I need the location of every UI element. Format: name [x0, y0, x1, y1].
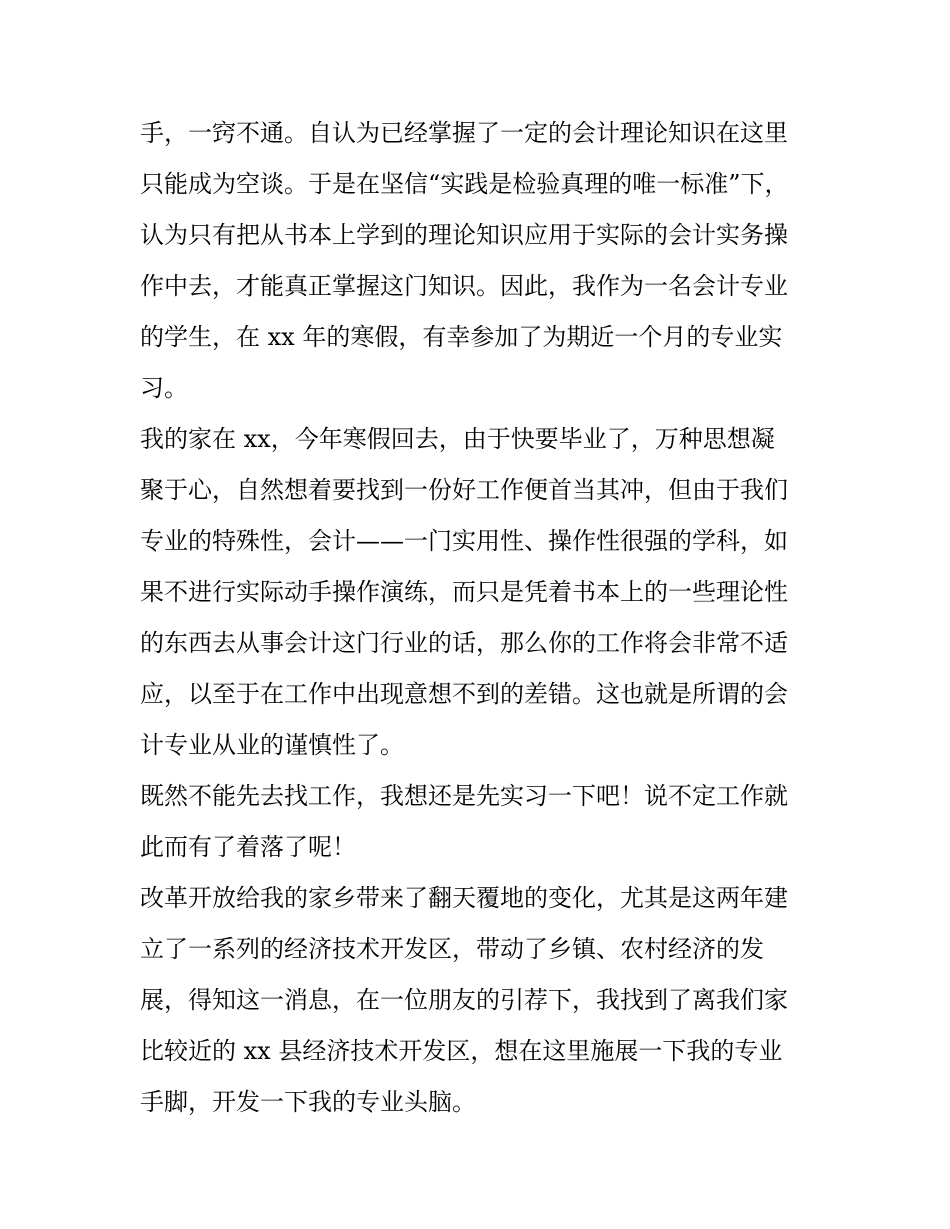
text-line: 的东西去从事会计这门行业的话，那么你的工作将会非常不适 — [140, 629, 788, 657]
text-line: 应，以至于在工作中出现意想不到的差错。这也就是所谓的会 — [140, 680, 788, 708]
text-line: 习。 — [140, 374, 188, 402]
text-line: 立了一系列的经济技术开发区，带动了乡镇、农村经济的发 — [140, 935, 764, 963]
text-line: 的学生，在 xx 年的寒假，有幸参加了为期近一个月的专业实 — [140, 323, 783, 351]
text-line: 手脚，开发一下我的专业头脑。 — [140, 1088, 476, 1116]
text-line: 手，一窍不通。自认为已经掌握了一定的会计理论知识在这里 — [140, 119, 788, 147]
text-line: 计专业从业的谨慎性了。 — [140, 731, 404, 759]
text-line: 展，得知这一消息，在一位朋友的引荐下，我找到了离我们家 — [140, 986, 788, 1014]
text-line: 果不进行实际动手操作演练，而只是凭着书本上的一些理论性 — [140, 578, 788, 606]
text-line: 既然不能先去找工作，我想还是先实习一下吧！说不定工作就 — [140, 782, 788, 810]
text-line: 作中去，才能真正掌握这门知识。因此，我作为一名会计专业 — [140, 272, 788, 300]
text-line: 我的家在 xx，今年寒假回去，由于快要毕业了，万种思想凝 — [140, 425, 775, 453]
document-body — [140, 108, 820, 1128]
text-line: 聚于心，自然想着要找到一份好工作便首当其冲，但由于我们 — [140, 476, 788, 504]
text-line: 比较近的 xx 县经济技术开发区，想在这里施展一下我的专业 — [140, 1037, 783, 1065]
text-line: 认为只有把从书本上学到的理论知识应用于实际的会计实务操 — [140, 221, 788, 249]
text-line: 专业的特殊性，会计——一门实用性、操作性很强的学科，如 — [140, 527, 788, 555]
text-line: 只能成为空谈。于是在坚信“实践是检验真理的唯一标准”下， — [140, 170, 789, 198]
text-line: 此而有了着落了呢！ — [140, 833, 356, 861]
text-line: 改革开放给我的家乡带来了翻天覆地的变化，尤其是这两年建 — [140, 884, 788, 912]
